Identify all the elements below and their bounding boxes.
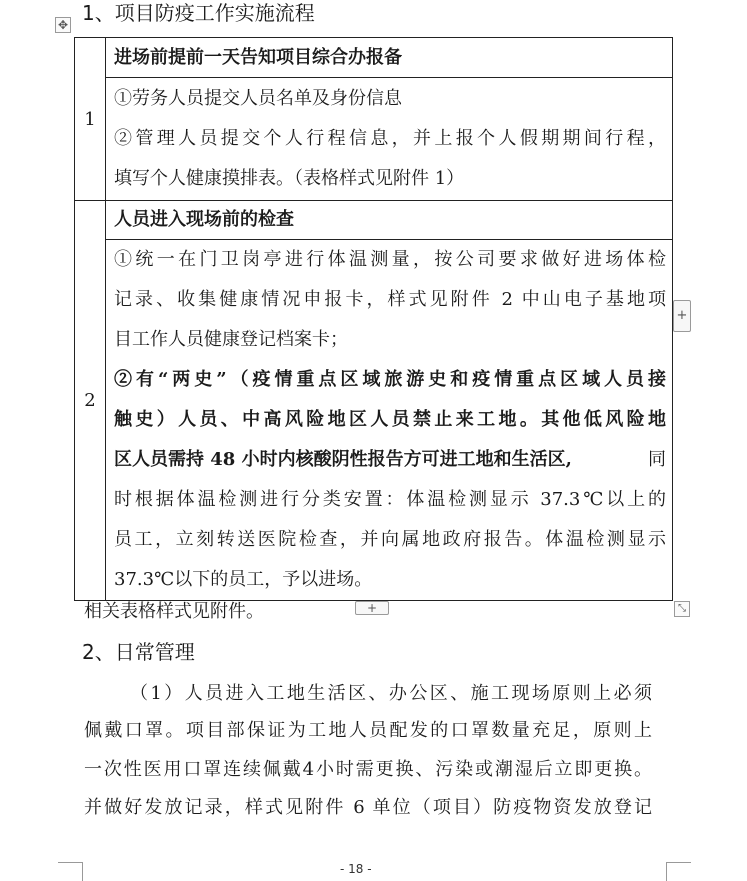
row-title-cell [106, 38, 673, 78]
table-row [75, 201, 673, 240]
content-line: ①统一在门卫岗亭进行体温测量，按公司要求做好进场体检 [114, 249, 666, 270]
row-title-cell [106, 201, 673, 240]
content-line-bold: 区人员需持 48 小时内核酸阴性报告方可进工地和生活区, [114, 449, 572, 470]
row-number: 1 [75, 38, 106, 201]
content-line-tail: 同 [648, 449, 666, 470]
row-content-cell [106, 240, 673, 601]
add-row-button[interactable]: + [355, 601, 389, 615]
content-line: 目工作人员健康登记档案卡； [114, 329, 348, 350]
body-line: 一次性医用口罩连续佩戴4小时需更换、污染或潮湿后立即更换。 [84, 759, 652, 780]
page-corner-mark [58, 862, 83, 881]
section-heading-2: 2、日常管理 [82, 640, 195, 664]
body-line: 佩戴口罩。项目部保证为工地人员配发的口罩数量充足，原则上 [84, 720, 652, 741]
row-content-cell [106, 78, 673, 201]
content-line: 37.3℃以下的员工，予以进场。 [114, 569, 373, 590]
page-number: - 18 - [340, 862, 372, 876]
row-title: 进场前提前一天告知项目综合办报备 [114, 47, 402, 68]
table-row [75, 78, 673, 201]
table-row [75, 240, 673, 601]
content-line: 时根据体温检测进行分类安置：体温检测显示 37.3℃以上的 [114, 489, 666, 510]
content-line: 员工，立刻转送医院检查，并向属地政府报告。体温检测显示 [114, 529, 666, 550]
procedure-table [74, 37, 673, 601]
content-line: ②管理人员提交个人行程信息，并上报个人假期期间行程， [114, 128, 666, 149]
table-move-handle-icon[interactable]: ✥ [55, 17, 71, 33]
body-line: （1）人员进入工地生活区、办公区、施工现场原则上必须 [130, 683, 652, 704]
content-line-bold: 触史）人员、中高风险地区人员禁止来工地。其他低风险地 [114, 409, 666, 430]
table-resize-handle-icon[interactable]: ⤡ [674, 601, 690, 617]
row-number: 2 [75, 201, 106, 601]
table-caption: 相关表格样式见附件。 [84, 601, 264, 622]
table-row [75, 38, 673, 78]
body-line: 并做好发放记录，样式见附件 6 单位（项目）防疫物资发放登记 [84, 797, 652, 818]
content-line-mixed [114, 440, 666, 480]
content-line: 填写个人健康摸排表。（表格样式见附件 1） [114, 168, 465, 189]
row-title: 人员进入现场前的检查 [114, 209, 294, 230]
add-column-button[interactable]: + [673, 300, 691, 332]
section-heading-1: 1、项目防疫工作实施流程 [82, 1, 315, 25]
content-line-bold: ②有“两史”（疫情重点区域旅游史和疫情重点区域人员接 [114, 369, 666, 390]
content-line: ①劳务人员提交人员名单及身份信息 [114, 88, 402, 109]
content-line: 记录、收集健康情况申报卡，样式见附件 2 中山电子基地项 [114, 289, 666, 310]
page-corner-mark [666, 862, 691, 881]
